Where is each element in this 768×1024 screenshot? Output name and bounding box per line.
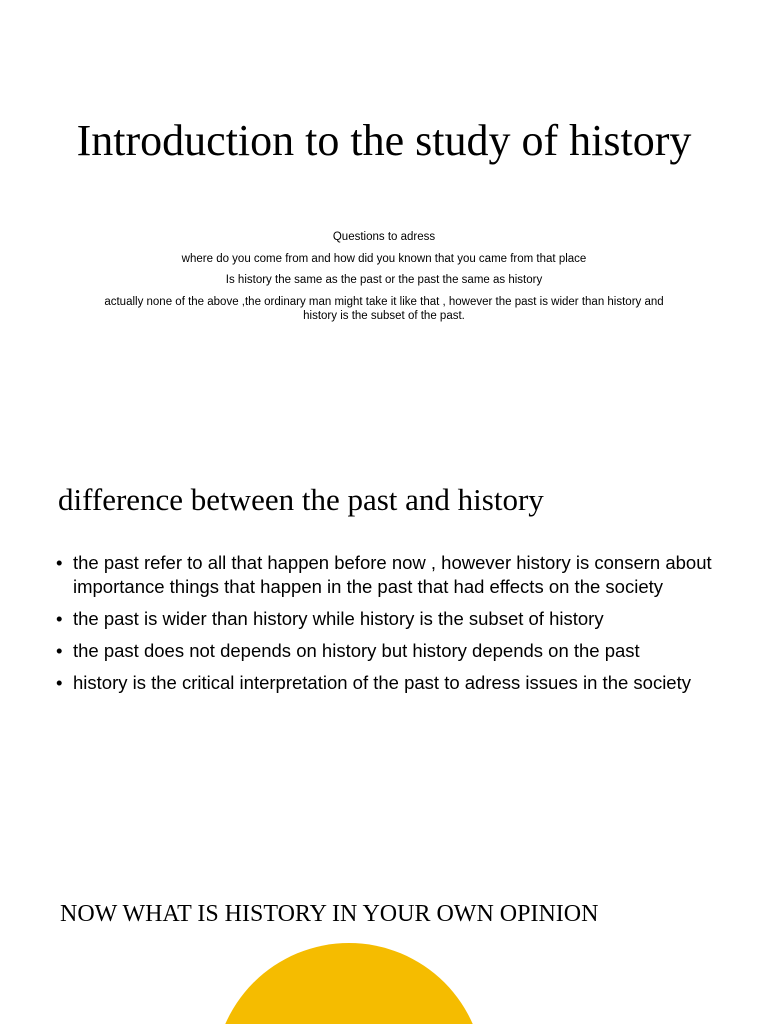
bullet-item (56, 607, 716, 631)
sun-circle-decoration (214, 943, 484, 1024)
slide-title: Introduction to the study of history (76, 116, 692, 165)
bullet-item (56, 639, 716, 663)
slide-heading: difference between the past and history (58, 482, 544, 517)
subtitle-line: Questions to adress (332, 231, 436, 243)
bullet-icon: • (56, 552, 63, 573)
slide-introduction (0, 0, 768, 430)
subtitle-line: where do you come from and how did you known that you came from that place (181, 252, 587, 265)
slide-subtitle (100, 230, 668, 330)
slide-opinion (0, 860, 768, 1024)
bullet-text: history is the critical interpretation of the past to adress issues in the society (73, 672, 691, 693)
bullet-text: the past does not depends on history but history depends on the past (73, 640, 640, 661)
bullet-icon: • (56, 640, 63, 661)
subtitle-line: actually none of the above ,the ordinary man might take it like that , however the past is wider than history and history is the subset of the past. (104, 295, 664, 322)
slide-difference (0, 460, 768, 820)
bullet-text: the past is wider than history while history is the subset of history (73, 608, 604, 629)
bullet-text: the past refer to all that happen before now , however history is consern about importance things that happen in the past that had effects on the society (73, 552, 712, 597)
subtitle-line: Is history the same as the past or the past the same as history (225, 274, 543, 286)
bullet-list (56, 551, 716, 703)
bullet-icon: • (56, 672, 63, 693)
bullet-item (56, 551, 716, 599)
bullet-item (56, 671, 716, 695)
slide-heading: NOW WHAT IS HISTORY IN YOUR OWN OPINION (60, 901, 599, 927)
bullet-icon: • (56, 608, 63, 629)
